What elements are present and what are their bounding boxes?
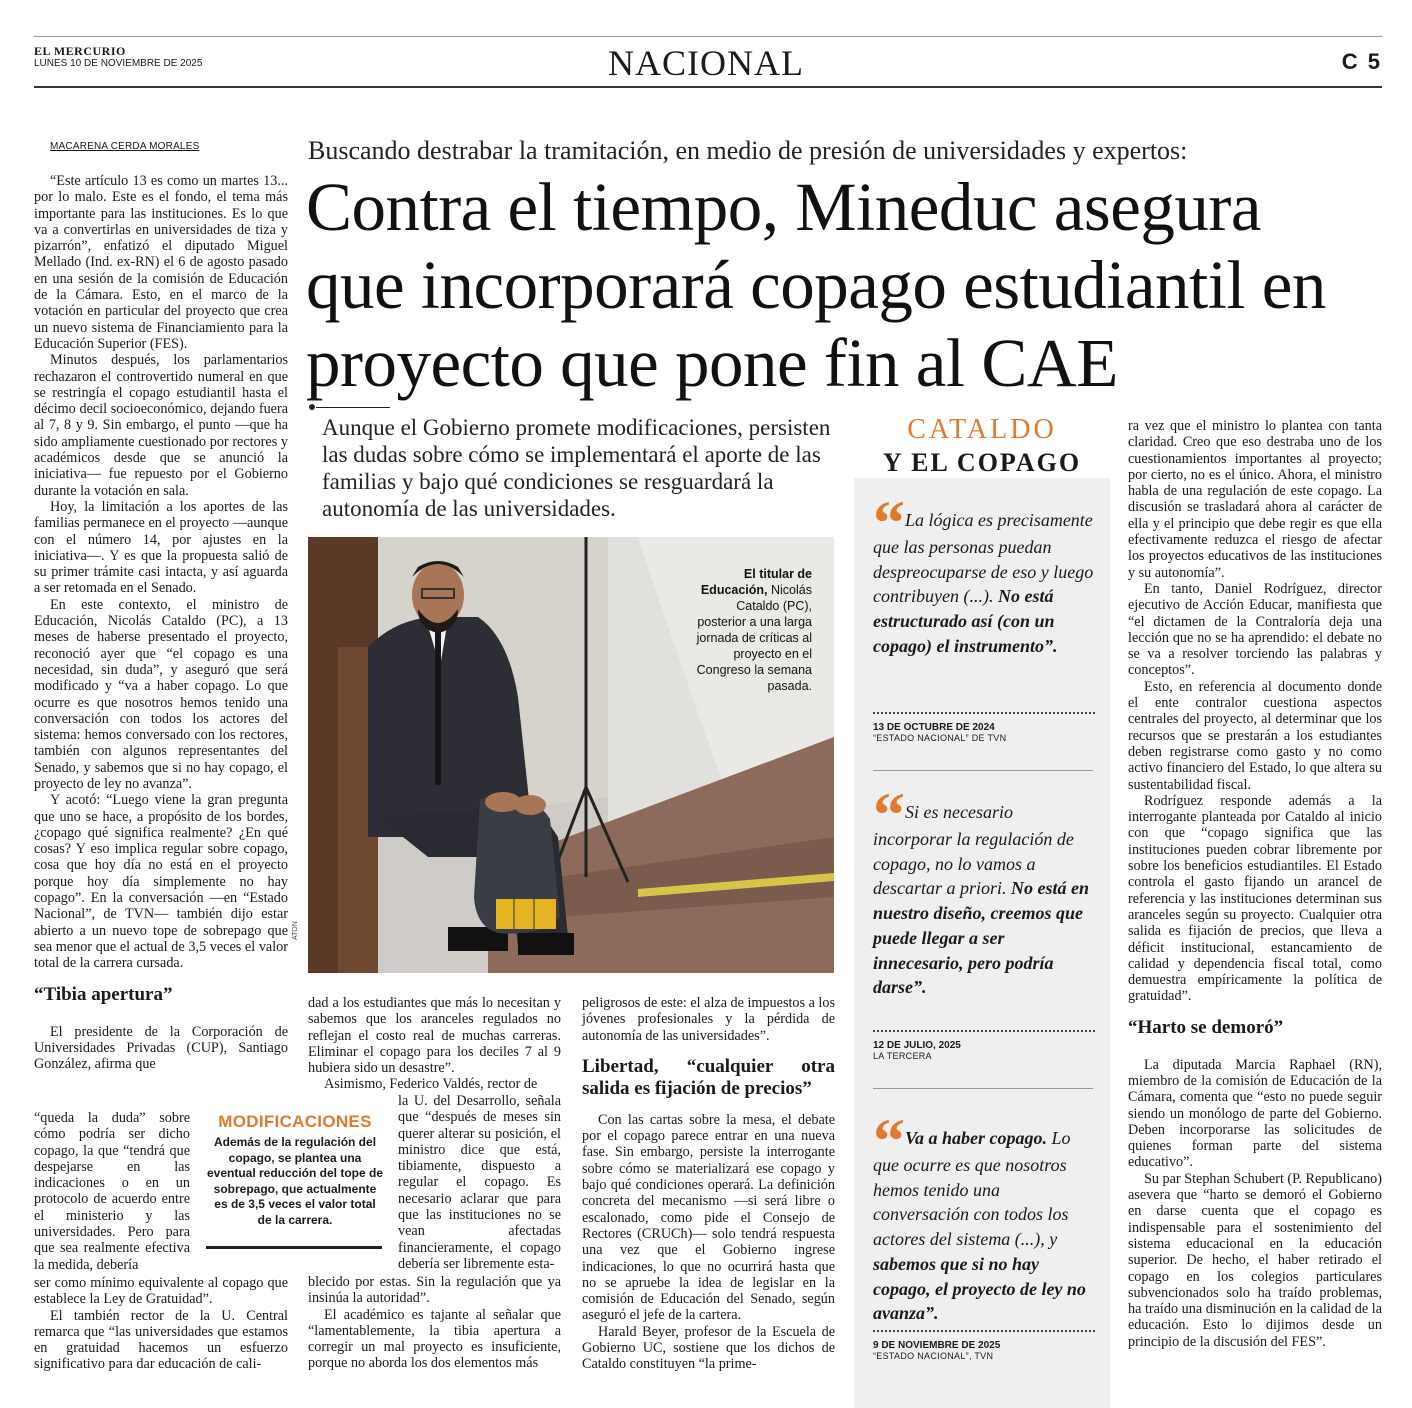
photo-caption — [686, 566, 812, 694]
paragraph: Rodríguez responde además a la interrogante planteada por Cataldo al inicio con que “copago significa que las instituciones pueden cobrar libremente por sobre los beneficios estudiantiles. El Estado controla el gasto fijando un arancel de referencia y las instituciones determinan sus aranceles según su proyecto. Cualquier otra salida es fijación de precios, que lleva a déficit institucional, estancamiento de calidad y dependencia fiscal total, como demuestra empíricamente la política de gratuidad”. — [1128, 792, 1382, 1005]
quote-3-date: 9 DE NOVIEMBRE DE 2025 — [873, 1340, 1001, 1351]
quote-separator — [873, 1088, 1093, 1089]
quote-3-source — [873, 1330, 1095, 1361]
photo-credit: ATON — [292, 921, 299, 940]
quote-2-bold: No está en nuestro diseño, creemos que puede llegar a ser innecesario, pero podría darse”. — [873, 878, 1090, 998]
modificaciones-box — [206, 1112, 384, 1228]
quote-2-outlet: LA TERCERA — [873, 1051, 932, 1061]
column-2 — [308, 995, 561, 1093]
quote-1-bold: No está estructurado así (con un copago) el instrumento”. — [873, 586, 1058, 656]
box-title: MODIFICACIONES — [218, 1112, 372, 1131]
paragraph: El académico es tajante al señalar que “lamentablemente, la tibia apertura a corregir un mal proyecto es insuficiente, porque no aborda los dos elementos más — [308, 1306, 561, 1372]
quote-1-source — [873, 712, 1095, 743]
paragraph: En este contexto, el ministro de Educación, Nicolás Cataldo (PC), a 13 meses de haberse presentado el proyecto, reconoció ayer que “el copago es una necesidad, sin duda”, y aseguró que será modificado y “va a haber copago. Lo que ocurre es que nosotros hemos tenido una conversación con todos los actores del sistema: hemos conversado con los rectores, también con algunos representantes del Senado, y sabemos que si no hay copago, el proyecto de ley no avanza”. — [34, 596, 288, 792]
paragraph: Hoy, la limitación a los aportes de las familias permanece en el proyecto —aunque con el número 14, por ajustes en la iniciativa—. Y es que la propuesta salió de su primer trámite casi intacta, y así aguarda a ser retomada en el Senado. — [34, 498, 288, 597]
quote-3-bold-2: sabemos que si no hay copago, el proyecto de ley no avanza”. — [873, 1253, 1086, 1324]
paragraph: “Este artículo 13 es como un martes 13... por lo malo. Este es el fondo, el tema más importante para las instituciones. Es lo que va a convertirlas en universidades de tiza y pizarrón”, enfatizó el diputado Miguel Mellado (Ind. ex-RN) el 6 de agosto pasado en una sesión de la comisión de Educación de la Cámara. Esto, en el marco de la votación en particular del proyecto que crea un nuevo sistema de Financiamiento para la Educación Superior (FES). — [34, 173, 288, 352]
quote-2-italic: Si es necesario incorporar la regulación de copago, no lo vamos a descartar a priori. — [873, 802, 1074, 899]
quote-1 — [873, 487, 1095, 659]
masthead-rule — [34, 86, 1382, 88]
page-number: C 5 — [1341, 49, 1382, 74]
byline: MACARENA CERDA MORALES — [50, 141, 200, 152]
deck: Aunque el Gobierno promete modificaciones, persisten las dudas sobre cómo se implementará el aporte de las familias y bajo qué condiciones se resguardará la autonomía de las universidades. — [322, 415, 831, 521]
paragraph: dad a los estudiantes que más lo necesitan y sabemos que los aranceles regulados no reflejan el costo real de muchas carreras. Eliminar el copago para los deciles 7 al 9 hubiera sido un desastre”. — [308, 995, 561, 1077]
issue-date: LUNES 10 DE NOVIEMBRE DE 2025 — [34, 58, 203, 69]
column-1-wrap — [34, 1110, 190, 1273]
paragraph: Con las cartas sobre la mesa, el debate por el copago parece entrar en una nueva fase. Sin embargo, persiste la interrogante sobre cómo se materializará ese copago y bajo qué condiciones operará. La definición concreta del mecanismo —si será libre o escalonado, como pide el Consejo de Rectores (CRUCh)— solo tendrá respuesta una vez que el Gobierno ingrese indicaciones, lo que no ocurrirá hasta que no se apruebe la idea de legislar en la comisión de Educación del Senado, según aseguró el jefe de la cartera. — [582, 1111, 835, 1324]
box-rule — [206, 1246, 382, 1249]
paragraph: Minutos después, los parlamentarios rechazaron el controvertido numeral en que se restringía el copago estudiantil hasta el décimo decil socioeconómico, dejando fuera al 7, 8 y 9. Sin embargo, el punto —que ha sido ampliamente cuestionado por rectores y académicos desde que se anunció la iniciativa— fue repuesto por el Gobierno durante la votación en sala. — [34, 352, 288, 499]
quote-3-bold-1: Va a haber copago. — [905, 1128, 1048, 1148]
column-2-bottom — [308, 1274, 561, 1372]
quotes-title-2: Y EL COPAGO — [882, 448, 1082, 477]
paragraph: ra vez que el ministro lo plantea con tanta claridad. Creo que eso destraba uno de los cuestionamientos importantes al proyecto; por cierto, no es el único. Ahora, el ministro habla de una regulación de este copago. La discusión se trasladará ahora al carácter de ella y el principio que debe regir es que ella efectivamente reduzca el riesgo de afectar los proyectos educativos de las instituciones y su autonomía”. — [1128, 418, 1382, 581]
paragraph: ser como mínimo equivalente al copago que establece la Ley de Gratuidad”. — [34, 1275, 288, 1308]
column-1-bottom — [34, 1275, 288, 1373]
quotes-title-1: CATALDO — [907, 414, 1057, 445]
top-rule — [34, 36, 1382, 37]
quote-mark-icon: “ — [873, 487, 901, 558]
paragraph: El presidente de la Corporación de Universidades Privadas (CUP), Santiago González, afirma que — [34, 1023, 288, 1073]
paragraph: la U. del Desarrollo, señala que “después de meses sin querer alterar su posición, el ministro dice que está, tibiamente, dispuesto a regular el copago. Es necesario aclarar que para que las instituciones no se vean afectadas financieramente, el copago debería ser libremente esta- — [398, 1093, 561, 1272]
quote-mark-icon: “ — [873, 779, 901, 850]
headline: Contra el tiempo, Mineduc asegura que incorporará copago estudiantil en proyecto que pone fin al CAE — [306, 169, 1326, 401]
paragraph: La diputada Marcia Raphael (RN), miembro de la comisión de Educación de la Cámara, comenta que “esto no puede seguir siendo un monólogo de parte del Gobierno. Deben incorporarse las solicitudes de quienes forman parte del sistema educativo”. — [1128, 1056, 1382, 1171]
subhead-harto: “Harto se demoró” — [1128, 1016, 1284, 1038]
paragraph: blecido por estas. Sin la regulación que ya insinúa la autoridad”. — [308, 1274, 561, 1307]
paragraph: Y acotó: “Luego viene la gran pregunta que uno se hace, a propósito de los bordes, ¿copago qué significa realmente? ¿En qué cosas? Y eso implica regular sobre copago, cosa que hoy día no está en el proyecto porque hoy día simplemente no hay copago”. En la conversación —en “Estado Nacional”, de TVN— también dijo estar abierto a un nuevo tope de sobrepago que sea menor que el actual de 3,5 veces el valor total de la carrera cursada. — [34, 792, 288, 972]
quote-2 — [873, 779, 1095, 1000]
quote-2-date: 12 DE JULIO, 2025 — [873, 1040, 961, 1051]
quote-2-source — [873, 1030, 1095, 1061]
quote-1-date: 13 DE OCTUBRE DE 2024 — [873, 722, 995, 733]
quote-1-italic: La lógica es precisamente que las personas puedan despreocuparse de eso y luego contribuyen (...). — [873, 510, 1094, 607]
kicker: Buscando destrabar la tramitación, en medio de presión de universidades y expertos: — [308, 136, 1188, 165]
newspaper-name: EL MERCURIO — [34, 44, 126, 58]
deck-rule — [316, 407, 390, 408]
quote-3 — [873, 1105, 1095, 1326]
subhead-libertad: Libertad, “cualquier otra salida es fijación de precios” — [582, 1055, 835, 1099]
column-1 — [34, 173, 288, 1072]
paragraph: Asimismo, Federico Valdés, rector de — [324, 1076, 538, 1093]
paragraph: En tanto, Daniel Rodríguez, director ejecutivo de Acción Educar, manifiesta que “el dictamen de la Contraloría deja una lección que no se ha aprendido: el debate no se va a resolver torciendo las palabras y conceptos”. — [1128, 580, 1382, 679]
caption-bold: El titular de Educación, — [700, 567, 812, 597]
column-5 — [1128, 418, 1382, 1350]
paragraph: peligrosos de este: el alza de impuestos a los jóvenes profesionales y la pérdida de autonomía de las universidades”. — [582, 995, 835, 1044]
quote-1-outlet: “ESTADO NACIONAL” DE TVN — [873, 733, 1007, 743]
quote-mark-icon: “ — [873, 1105, 901, 1176]
column-2-wrap — [398, 1093, 561, 1272]
section-title: NACIONAL — [608, 43, 804, 83]
paragraph: Esto, en referencia al documento donde el ente contralor cuestiona aspectos centrales del proyecto, al determinar que los recursos que se prestarán a los estudiantes deben registrarse como gasto y no como activo financiero del Estado, lo que altera su sustentabilidad fiscal. — [1128, 678, 1382, 793]
deck-bullet — [309, 404, 315, 410]
paragraph: “queda la duda” sobre cómo podría ser dicho copago, la que “tendrá que despejarse en las indicaciones o en un protocolo de acuerdo entre el ministerio y las universidades. Pero para que sea realmente efectiva la medida, debería — [34, 1110, 190, 1273]
paragraph: El también rector de la U. Central remarca que “las universidades que estamos en gratuidad hacemos un esfuerzo significativo para dar educación de cali- — [34, 1307, 288, 1373]
quote-3-italic: Lo que ocurre es que nosotros hemos tenido una conversación con todos los actores del sistema (...), y — [873, 1128, 1071, 1250]
column-3 — [582, 995, 835, 1373]
quote-3-outlet: “ESTADO NACIONAL”, TVN — [873, 1351, 994, 1361]
subhead-tibia: “Tibia apertura” — [34, 983, 173, 1005]
paragraph: Su par Stephan Schubert (P. Republicano) asevera que “harto se demoró el Gobierno en darse cuenta que el copago es indispensable para el sostenimiento del sistema educacional en la educación superior. De hecho, el haber retirado el copago en los colegios particulares subvencionados solo ha traído problemas, ha traído una disminución en la calidad de la educación. Esto lo dijimos desde un principio de la discusión del FES”. — [1128, 1170, 1382, 1350]
paragraph: Harald Beyer, profesor de la Escuela de Gobierno UC, sostiene que los dichos de Cataldo constituyen “la prime- — [582, 1323, 835, 1373]
caption-text: Nicolás Cataldo (PC), posterior a una larga jornada de críticas al proyecto en el Congreso la semana pasada. — [696, 583, 812, 693]
box-text: Además de la regulación del copago, se plantea una eventual reducción del tope de sobrepago, que actualmente es de 3,5 veces el valor total de la carrera. — [206, 1135, 384, 1227]
quote-separator — [873, 770, 1093, 771]
